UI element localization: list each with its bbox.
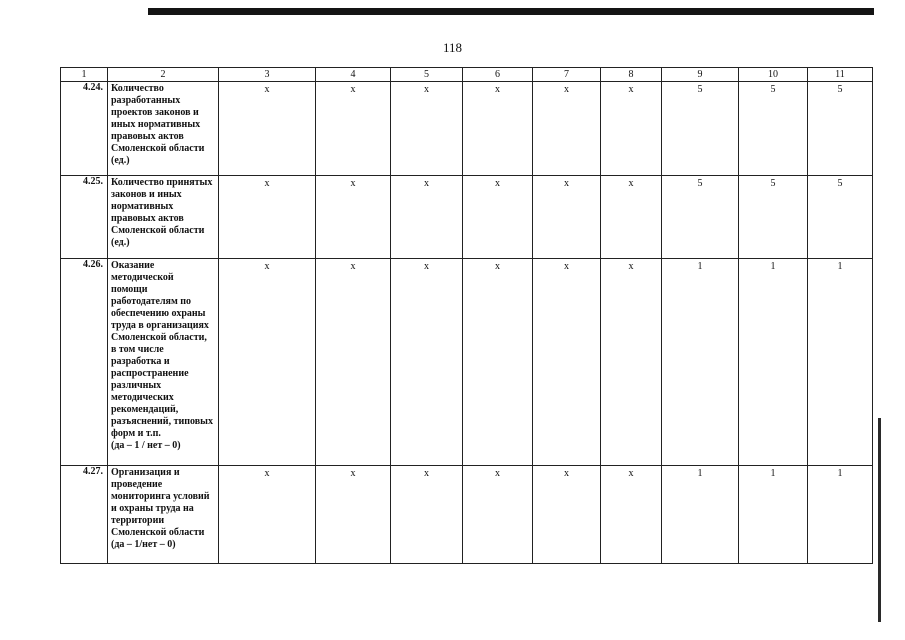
indicator-name-line: иных нормативных	[111, 119, 201, 130]
indicator-name-line: методической	[111, 272, 174, 283]
column-header: 8	[601, 68, 662, 82]
column-header: 7	[533, 68, 601, 82]
indicator-name-line: Смоленской области	[111, 225, 205, 236]
indicator-name-line: методических	[111, 392, 174, 403]
column-header: 3	[219, 68, 316, 82]
indicator-name-line: (ед.)	[111, 155, 130, 166]
indicator-name-line: проектов законов и	[111, 107, 199, 118]
indicator-name-cell	[108, 466, 219, 564]
column-header: 1	[61, 68, 108, 82]
column-header: 5	[391, 68, 463, 82]
indicator-name-line: Организация и	[111, 467, 180, 478]
indicator-name-line: законов и иных	[111, 189, 182, 200]
indicator-name-line: (ед.)	[111, 237, 130, 248]
indicator-name-line: работодателям по	[111, 296, 192, 307]
value-cell: 5	[808, 176, 873, 259]
table-row	[61, 466, 873, 564]
value-cell: x	[316, 176, 391, 259]
value-cell: x	[316, 466, 391, 564]
column-header: 10	[739, 68, 808, 82]
indicator-name-cell	[108, 176, 219, 259]
value-cell: x	[601, 259, 662, 466]
value-cell: 5	[662, 176, 739, 259]
value-cell: x	[219, 466, 316, 564]
column-header: 2	[108, 68, 219, 82]
value-cell: x	[601, 466, 662, 564]
indicator-name-line: распространение	[111, 368, 189, 379]
value-cell: 5	[739, 82, 808, 176]
value-cell: 1	[739, 259, 808, 466]
indicator-name-line: (да – 1 / нет – 0)	[111, 440, 181, 451]
indicator-name-line: мониторинга условий	[111, 491, 210, 502]
indicator-name-line: Смоленской области	[111, 143, 205, 154]
indicator-name-cell	[108, 82, 219, 176]
value-cell: x	[463, 259, 533, 466]
indicator-name-line: и охраны труда на	[111, 503, 194, 514]
indicator-name-line: разработанных	[111, 95, 181, 106]
value-cell: x	[463, 466, 533, 564]
value-cell: x	[316, 82, 391, 176]
value-cell: 5	[662, 82, 739, 176]
row-number-cell: 4.26.	[61, 259, 108, 466]
indicator-name-line: правовых актов	[111, 213, 184, 224]
indicator-name-line: (да – 1/нет – 0)	[111, 539, 176, 550]
indicator-name-line: Смоленской области	[111, 527, 205, 538]
indicator-name-line: рекомендаций,	[111, 404, 179, 415]
indicator-name-line: разъяснений, типовых	[111, 416, 213, 427]
value-cell: x	[316, 259, 391, 466]
indicator-name-line: территории	[111, 515, 165, 526]
indicator-name-line: в том числе	[111, 344, 164, 355]
value-cell: x	[219, 176, 316, 259]
value-cell: x	[391, 259, 463, 466]
value-cell: x	[601, 82, 662, 176]
indicator-name-line: Оказание	[111, 260, 155, 271]
value-cell: 1	[739, 466, 808, 564]
value-cell: x	[391, 82, 463, 176]
value-cell: x	[463, 176, 533, 259]
indicator-name-line: Количество принятых	[111, 177, 213, 188]
header-row	[61, 68, 873, 82]
indicator-name-line: правовых актов	[111, 131, 184, 142]
value-cell: x	[219, 82, 316, 176]
value-cell: 1	[662, 466, 739, 564]
column-header: 4	[316, 68, 391, 82]
value-cell: x	[601, 176, 662, 259]
indicators-table	[60, 67, 873, 564]
page-number: 118	[442, 40, 463, 55]
indicator-name-line: помощи	[111, 284, 148, 295]
indicator-name-line: форм и т.п.	[111, 428, 161, 439]
indicator-name-line: Количество	[111, 83, 164, 94]
table-row	[61, 82, 873, 176]
value-cell: 5	[808, 82, 873, 176]
column-header: 11	[808, 68, 873, 82]
indicator-name-line: разработка и	[111, 356, 170, 367]
indicator-name-line: различных	[111, 380, 162, 391]
value-cell: x	[533, 176, 601, 259]
right-margin-rule	[878, 418, 881, 622]
value-cell: x	[533, 82, 601, 176]
value-cell: x	[463, 82, 533, 176]
indicator-name-line: проведение	[111, 479, 163, 490]
indicator-name-line: обеспечению охраны	[111, 308, 206, 319]
top-rule	[148, 8, 874, 15]
table-row	[61, 259, 873, 466]
value-cell: x	[533, 259, 601, 466]
value-cell: x	[219, 259, 316, 466]
value-cell: 1	[808, 466, 873, 564]
value-cell: x	[391, 176, 463, 259]
indicator-name-line: труда в организациях	[111, 320, 209, 331]
column-header: 9	[662, 68, 739, 82]
row-number-cell: 4.27.	[61, 466, 108, 564]
row-number-cell: 4.25.	[61, 176, 108, 259]
indicator-name-line: Смоленской области,	[111, 332, 207, 343]
value-cell: 1	[808, 259, 873, 466]
indicator-name-cell	[108, 259, 219, 466]
value-cell: 5	[739, 176, 808, 259]
value-cell: x	[533, 466, 601, 564]
column-header: 6	[463, 68, 533, 82]
row-number-cell: 4.24.	[61, 82, 108, 176]
value-cell: 1	[662, 259, 739, 466]
table-row	[61, 176, 873, 259]
indicator-name-line: нормативных	[111, 201, 174, 212]
value-cell: x	[391, 466, 463, 564]
